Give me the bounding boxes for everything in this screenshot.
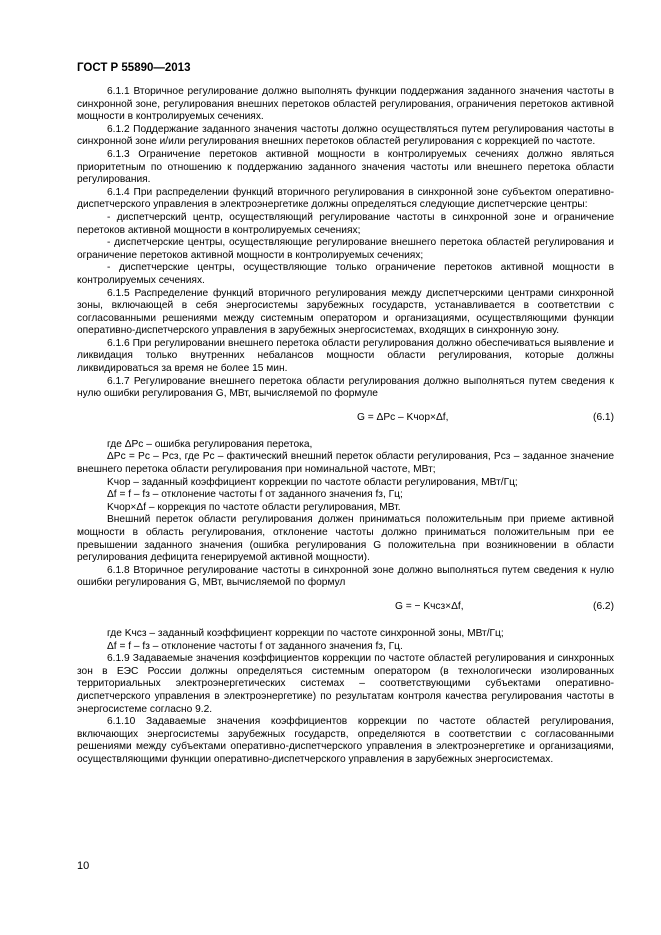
definition-line: Δf = f – fз – отклонение частоты f от заданного значения fз, Гц. xyxy=(107,640,403,652)
document-body xyxy=(77,86,614,767)
formula-expression: G = − Kчсз×Δf, xyxy=(395,600,464,612)
definition-line: ΔPc = Pc – Pcз, где Pc – фактический внешний переток области регулирования, Pcз – заданное значение внешнего перетока области регулирования при номинальной частоте, МВт; xyxy=(77,451,614,476)
formula-number: (6.1) xyxy=(593,411,614,423)
list-item: - диспетчерские центры, осуществляющие только ограничение перетоков активной мощности в контролируемых сечениях. xyxy=(77,262,614,286)
page-number: 10 xyxy=(77,860,90,872)
paragraph-6-1-3: 6.1.3 Ограничение перетоков активной мощности в контролируемых сечениях должно являться приоритетным по отношению к поддержанию заданного значения частоты или внешнего перетока области регулирования. xyxy=(77,148,614,186)
list-item: - диспетчерский центр, осуществляющий регулирование частоты в синхронной зоне и ограничение перетоков активной мощности в контролируемых сечениях; xyxy=(77,211,614,236)
formula-6-1 xyxy=(77,401,614,435)
paragraph-6-1-5: 6.1.5 Распределение функций вторичного регулирования между диспетчерскими центрами синхронной зоны, включающей в себя энергосистемы зарубежных государств, устанавливается в соответствии с согласованными решениями между системным оператором и организациями, осуществляющими функции оперативно-диспетчерского управления в зарубежных энергосистемах, входящих в синхронную зону. xyxy=(77,287,614,337)
paragraph-6-1-4: 6.1.4 При распределении функций вторичного регулирования в синхронной зоне субъектом оперативно-диспетчерского управления в электроэнергетике должны определяться следующие диспетчерские центры: xyxy=(77,186,614,211)
standard-header: ГОСТ Р 55890—2013 xyxy=(77,62,191,74)
paragraph-6-1-8: 6.1.8 Вторичное регулирование частоты в синхронной зоне должно выполняться путем сведения к нулю ошибки регулирования G, МВт, вычисляемой по формул xyxy=(77,564,614,589)
paragraph-6-1-1: 6.1.1 Вторичное регулирование должно выполнять функции поддержания заданного значения частоты в синхронной зоне, регулирования внешних перетоков областей регулирования, ограничения перетоков активной мощности в контролируемых сечениях. xyxy=(77,86,614,123)
definition-line: где ΔPc – ошибка регулирования перетока, xyxy=(107,438,313,450)
paragraph-6-1-10: 6.1.10 Задаваемые значения коэффициентов коррекции по частоте областей регулирования, включающих энергосистемы зарубежных государств, определяются в соответствии с согласованными решениями между субъектами оперативно-диспетчерского управления в электроэнергетике и организациями, осуществляющими функции оперативно-диспетчерского управления в зарубежных энергосистемах. xyxy=(77,716,614,765)
formula-number: (6.2) xyxy=(593,600,614,612)
paragraph-6-1-9: 6.1.9 Задаваемые значения коэффициентов коррекции по частоте областей регулирования и синхронных зон в ЕЭС России должны определяться системным оператором (в технологически изолированных территориальных электроэнергетических системах – соответствующими субъектами оперативно-диспетчерского управления в электроэнергетике) по результатам контроля качества регулирования частоты в энергосистеме согласно 9.2. xyxy=(77,653,614,715)
paragraph-6-1-7: 6.1.7 Регулирование внешнего перетока области регулирования должно выполняться путем сведения к нулю ошибки регулирования G, МВт, вычисляемой по формуле xyxy=(77,375,614,400)
definition-line: Kчор×Δf – коррекция по частоте области регулирования, МВт. xyxy=(107,501,401,513)
formula-expression: G = ΔPc – Kчор×Δf, xyxy=(357,411,449,423)
paragraph-external-flow: Внешний переток области регулирования должен приниматься положительным при приеме активной мощности в область регулирования, отклонение частоты должно приниматься положительным при ее превышении заданного значения (ошибка регулирования G положительна при возникновении в области регулирования дефицита генерируемой активной мощности). xyxy=(77,514,614,564)
paragraph-6-1-2: 6.1.2 Поддержание заданного значения частоты должно осуществляться путем регулирования частоты в синхронной зоне и/или регулирования внешних перетоков областей регулирования с коррекцией по частоте. xyxy=(77,123,614,148)
formula-6-2 xyxy=(77,590,614,624)
list-item: - диспетчерские центры, осуществляющие регулирование внешнего перетока областей регулирования и ограничение перетоков активной мощности в контролируемых сечениях; xyxy=(77,237,614,261)
definition-line: где Kчсз – заданный коэффициент коррекции по частоте синхронной зоны, МВт/Гц; xyxy=(107,627,504,639)
paragraph-6-1-6: 6.1.6 При регулировании внешнего перетока области регулирования должно обеспечиваться выявление и ликвидация только внутренних небалансов мощности области регулирования, которые должны ликвидироваться за время не более 15 мин. xyxy=(77,337,614,375)
definition-line: Kчор – заданный коэффициент коррекции по частоте области регулирования, МВт/Гц; xyxy=(107,476,518,488)
definition-line: Δf = f – fз – отклонение частоты f от заданного значения fз, Гц; xyxy=(107,489,403,501)
